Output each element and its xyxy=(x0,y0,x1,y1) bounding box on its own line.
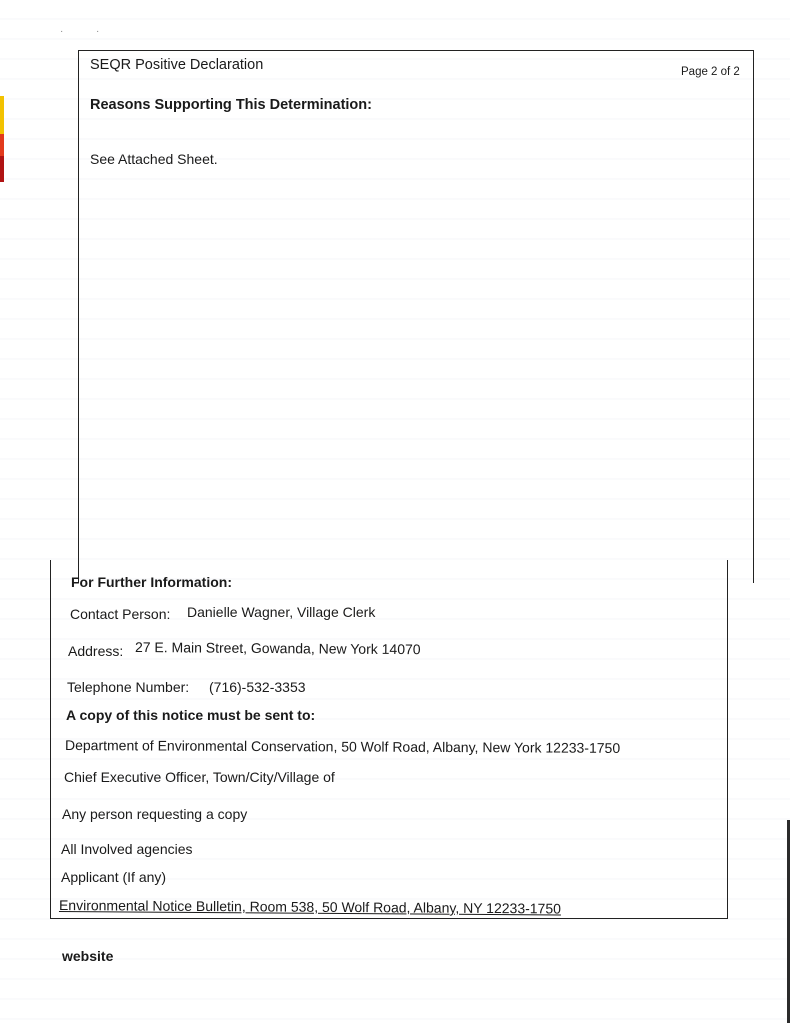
copy-notice-heading: A copy of this notice must be sent to: xyxy=(66,707,316,723)
reasons-box xyxy=(78,50,754,583)
page-indicator: Page 2 of 2 xyxy=(681,66,740,78)
telephone-label: Telephone Number: xyxy=(67,679,190,695)
website-label: website xyxy=(62,948,114,964)
address-label: Address: xyxy=(68,643,124,659)
recipient-enb: Environmental Notice Bulletin, Room 538, 50 Wolf Road, Albany, NY 12233-1750 xyxy=(58,897,562,917)
further-info-heading: For Further Information: xyxy=(71,574,232,590)
scan-edge-color-bar xyxy=(0,96,4,182)
scan-speck: · xyxy=(96,26,100,37)
scan-speck: · xyxy=(60,26,64,37)
reasons-text: See Attached Sheet. xyxy=(90,151,218,167)
telephone-value: (716)-532-3353 xyxy=(209,679,306,695)
reasons-heading: Reasons Supporting This Determination: xyxy=(90,97,372,113)
contact-person-value: Danielle Wagner, Village Clerk xyxy=(187,604,376,620)
contact-person-label: Contact Person: xyxy=(70,606,171,622)
recipient-dec: Department of Environmental Conservation, 50 Wolf Road, Albany, New York 12233-1750 xyxy=(64,737,621,756)
recipient-applicant: Applicant (If any) xyxy=(61,869,167,885)
address-value: 27 E. Main Street, Gowanda, New York 14070 xyxy=(134,639,421,658)
recipient-any-person: Any person requesting a copy xyxy=(62,806,248,822)
recipient-involved-agencies: All Involved agencies xyxy=(61,841,193,857)
form-title: SEQR Positive Declaration xyxy=(90,57,264,73)
recipient-ceo: Chief Executive Officer, Town/City/Village of xyxy=(64,769,335,785)
